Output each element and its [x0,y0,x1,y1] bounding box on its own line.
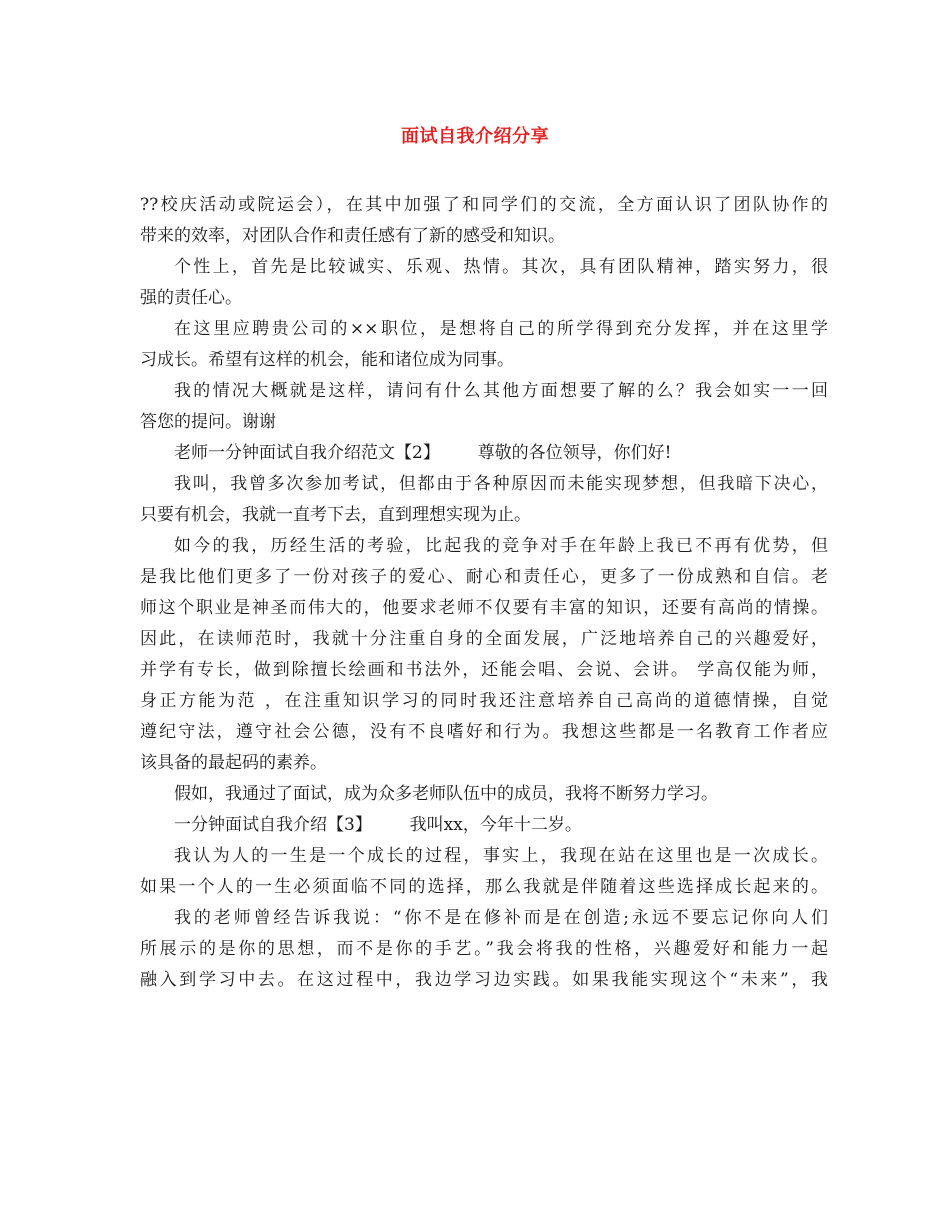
text-line: 我认为人的一生是一个成长的过程，事实上，我现在站在这里也是一次成长。 [174,846,828,866]
section-heading-line: 老师一分钟面试自我介绍范文【2】 尊敬的各位领导，你们好! [174,443,672,463]
text-line: 在这里应聘贵公司的××职位，是想将自己的所学得到充分发挥，并在这里学 [174,319,828,339]
text-line: 遵纪守法，遵守社会公德，没有不良嗜好和行为。我想这些都是一名教育工作者应 [140,722,828,742]
text-line: 我的情况大概就是这样，请问有什么其他方面想要了解的么？我会如实一一回 [174,381,828,401]
section-heading-line: 一分钟面试自我介绍【3】 我叫xx，今年十二岁。 [174,815,582,835]
text-line: 该具备的最起码的素养。 [140,753,327,773]
text-line: 因此，在读师范时，我就十分注重自身的全面发展，广泛地培养自己的兴趣爱好， [140,629,828,649]
text-line: 假如，我通过了面试，成为众多老师队伍中的成员，我将不断努力学习。 [174,784,718,804]
text-line: 强的责任心。 [140,288,242,308]
text-line: 带来的效率，对团队合作和责任感有了新的感受和知识。 [140,226,565,246]
text-line: 如今的我，历经生活的考验，比起我的竞争对手在年龄上我已不再有优势，但 [174,536,828,556]
document-body [140,190,828,996]
text-line: 并学有专长，做到除擅长绘画和书法外，还能会唱、会说、会讲。 学高仅能为师， [140,660,828,680]
text-line: 如果一个人的一生必须面临不同的选择，那么我就是伴随着这些选择成长起来的。 [140,877,828,897]
text-line: 答您的提问。谢谢 [140,412,276,432]
text-line: 个性上，首先是比较诚实、乐观、热情。其次，具有团队精神，踏实努力，很 [174,257,828,277]
text-line: 习成长。希望有这样的机会，能和诸位成为同事。 [140,350,514,370]
text-line: 身正方能为范 ，在注重知识学习的同时我还注意培养自己高尚的道德情操，自觉 [140,691,828,711]
text-line: 所展示的是你的思想，而不是你的手艺。”我会将我的性格，兴趣爱好和能力一起 [140,939,828,959]
text-line: 只要有机会，我就一直考下去，直到理想实现为止。 [140,505,531,525]
text-line: 融入到学习中去。在这过程中，我边学习边实践。如果我能实现这个“未来”，我 [140,970,828,990]
text-line: 我的老师曾经告诉我说：“你不是在修补而是在创造;永远不要忘记你向人们 [174,908,828,928]
text-line: ??校庆活动或院运会），在其中加强了和同学们的交流，全方面认识了团队协作的 [140,195,828,215]
text-line: 是我比他们更多了一份对孩子的爱心、耐心和责任心，更多了一份成熟和自信。老 [140,567,828,587]
document-title: 面试自我介绍分享 [401,126,549,147]
text-line: 师这个职业是神圣而伟大的，他要求老师不仅要有丰富的知识，还要有高尚的情操。 [140,598,828,618]
text-line: 我叫，我曾多次参加考试，但都由于各种原因而未能实现梦想，但我暗下决心， [174,474,828,494]
